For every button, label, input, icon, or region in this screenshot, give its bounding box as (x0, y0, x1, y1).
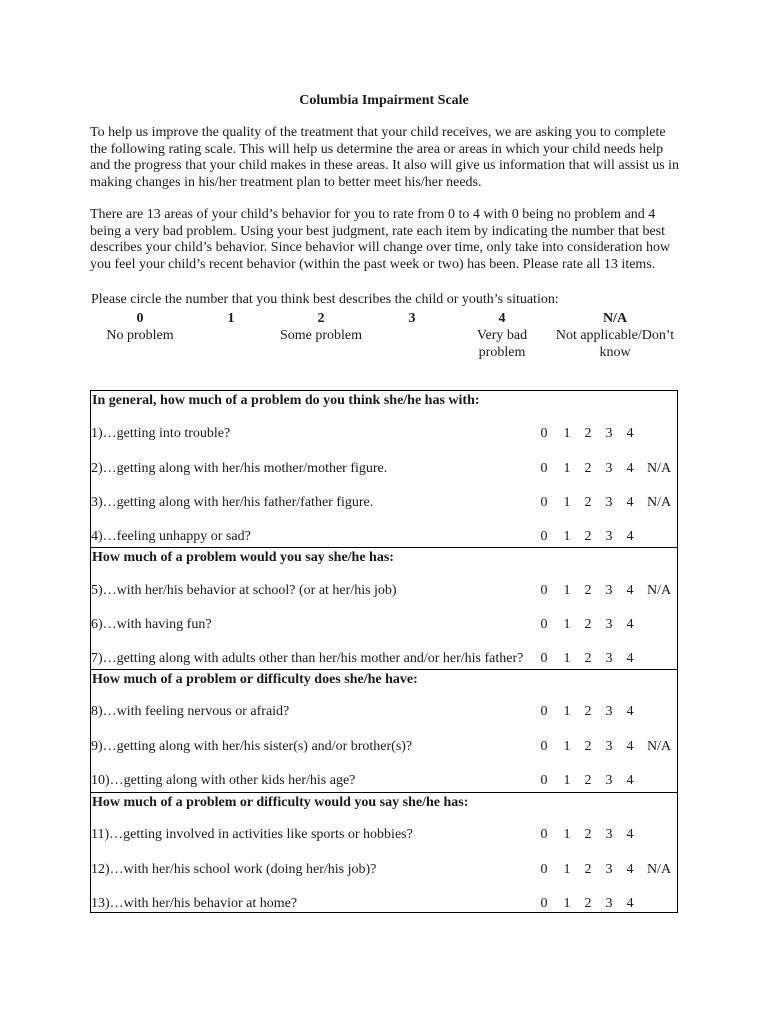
instructions-paragraph: There are 13 areas of your child’s behavior for you to rate from 0 to 4 with 0 being no problem and 4 being a very bad problem. Using your best judgment, rate each item by indicating the number that best describes your child’s behavior. Since behavior will change over time, only take into consideration how you feel your child’s recent behavior (within the past week or two) has been. Please rate all 13 items. (90, 207, 671, 272)
rating-option-0[interactable]: 0 (540, 773, 548, 788)
rating-option-3[interactable]: 3 (605, 704, 613, 719)
rating-option-na[interactable]: N/A (646, 739, 672, 754)
scale-3 (392, 310, 432, 327)
rating-option-0[interactable]: 0 (540, 461, 548, 476)
question-text: 13)…with her/his behavior at home? (91, 896, 298, 911)
question-row (91, 895, 677, 913)
rating-option-4[interactable]: 4 (626, 617, 634, 632)
question-text: 3)…getting along with her/his father/father figure. (91, 495, 374, 510)
question-text: 9)…getting along with her/his sister(s) and/or brother(s)? (91, 739, 413, 754)
rating-option-3[interactable]: 3 (605, 617, 613, 632)
rating-option-3[interactable]: 3 (605, 862, 613, 877)
rating-option-2[interactable]: 2 (584, 773, 592, 788)
rating-option-3[interactable]: 3 (605, 583, 613, 598)
question-text: 11)…getting involved in activities like sports or hobbies? (91, 827, 413, 842)
rating-option-2[interactable]: 2 (584, 426, 592, 441)
rating-option-3[interactable]: 3 (605, 495, 613, 510)
rating-option-4[interactable]: 4 (626, 461, 634, 476)
rating-option-2[interactable]: 2 (584, 461, 592, 476)
scale-number: 2 (317, 311, 325, 326)
rating-option-1[interactable]: 1 (563, 773, 571, 788)
scale-description: No problem (106, 328, 174, 343)
question-row (91, 494, 677, 512)
question-row (91, 616, 677, 634)
rating-option-na[interactable]: N/A (646, 862, 672, 877)
rating-option-4[interactable]: 4 (626, 773, 634, 788)
rating-option-2[interactable]: 2 (584, 529, 592, 544)
question-text: 10)…getting along with other kids her/his age? (91, 773, 356, 788)
rating-option-1[interactable]: 1 (563, 461, 571, 476)
section-header: How much of a problem would you say she/he has: (92, 550, 394, 565)
rating-option-na[interactable]: N/A (646, 583, 672, 598)
rating-option-0[interactable]: 0 (540, 583, 548, 598)
section-header: How much of a problem or difficulty does she/he have: (92, 672, 418, 687)
question-row (91, 650, 677, 668)
scale-0 (100, 310, 180, 344)
section-3 (91, 669, 677, 793)
rating-option-2[interactable]: 2 (584, 704, 592, 719)
rating-option-0[interactable]: 0 (540, 529, 548, 544)
rating-option-2[interactable]: 2 (584, 896, 592, 911)
rating-option-4[interactable]: 4 (626, 827, 634, 842)
scale-description: Some problem (279, 328, 363, 343)
scale-number: N/A (602, 311, 628, 326)
rating-option-4[interactable]: 4 (626, 739, 634, 754)
scale-description: Not applicable/Don’t know (555, 328, 675, 360)
question-row (91, 772, 677, 790)
rating-option-1[interactable]: 1 (563, 827, 571, 842)
rating-option-2[interactable]: 2 (584, 739, 592, 754)
scale-number: 3 (408, 311, 416, 326)
rating-option-0[interactable]: 0 (540, 862, 548, 877)
rating-option-1[interactable]: 1 (563, 651, 571, 666)
section-1 (91, 391, 677, 547)
rating-option-3[interactable]: 3 (605, 896, 613, 911)
rating-option-1[interactable]: 1 (563, 529, 571, 544)
rating-option-2[interactable]: 2 (584, 495, 592, 510)
question-text: 5)…with her/his behavior at school? (or at her/his job) (91, 583, 397, 598)
section-header: In general, how much of a problem do you think she/he has with: (92, 393, 480, 408)
section-4 (91, 792, 677, 913)
document-title: Columbia Impairment Scale (299, 93, 469, 108)
rating-option-0[interactable]: 0 (540, 896, 548, 911)
question-row (91, 703, 677, 721)
rating-option-0[interactable]: 0 (540, 651, 548, 666)
rating-option-0[interactable]: 0 (540, 739, 548, 754)
scale-2 (271, 310, 371, 344)
rating-option-4[interactable]: 4 (626, 896, 634, 911)
rating-option-4[interactable]: 4 (626, 529, 634, 544)
rating-option-1[interactable]: 1 (563, 426, 571, 441)
intro-paragraph: To help us improve the quality of the treatment that your child receives, we are asking you to complete the following rating scale. This will help us determine the area or areas in which your child needs help and the progress that your child makes in these areas. It also will give us information that will assist us in making changes in his/her treatment plan to better meet his/her needs. (90, 125, 680, 190)
question-row (91, 826, 677, 844)
scale-1 (211, 310, 251, 327)
rating-option-2[interactable]: 2 (584, 583, 592, 598)
rating-option-2[interactable]: 2 (584, 617, 592, 632)
rating-option-na[interactable]: N/A (646, 461, 672, 476)
rating-option-3[interactable]: 3 (605, 651, 613, 666)
rating-option-4[interactable]: 4 (626, 495, 634, 510)
rating-table (90, 390, 678, 913)
section-2 (91, 547, 677, 670)
rating-option-3[interactable]: 3 (605, 739, 613, 754)
rating-option-2[interactable]: 2 (584, 651, 592, 666)
rating-option-0[interactable]: 0 (540, 426, 548, 441)
question-row (91, 738, 677, 756)
rating-option-3[interactable]: 3 (605, 773, 613, 788)
scale-description: Very bad problem (476, 328, 528, 360)
question-text: 8)…with feeling nervous or afraid? (91, 704, 290, 719)
scale-number: 1 (227, 311, 235, 326)
rating-option-3[interactable]: 3 (605, 461, 613, 476)
rating-option-1[interactable]: 1 (563, 862, 571, 877)
question-text: 2)…getting along with her/his mother/mother figure. (91, 461, 388, 476)
question-text: 4)…feeling unhappy or sad? (91, 529, 251, 544)
rating-option-3[interactable]: 3 (605, 827, 613, 842)
rating-option-1[interactable]: 1 (563, 583, 571, 598)
section-header: How much of a problem or difficulty would you say she/he has: (92, 795, 469, 810)
rating-instruction: Please circle the number that you think best describes the child or youth’s situation: (91, 292, 559, 307)
rating-option-1[interactable]: 1 (563, 739, 571, 754)
scale-number: 4 (498, 311, 506, 326)
rating-option-3[interactable]: 3 (605, 426, 613, 441)
rating-option-1[interactable]: 1 (563, 896, 571, 911)
rating-option-3[interactable]: 3 (605, 529, 613, 544)
rating-option-0[interactable]: 0 (540, 704, 548, 719)
rating-option-0[interactable]: 0 (540, 617, 548, 632)
rating-option-1[interactable]: 1 (563, 495, 571, 510)
rating-option-na[interactable]: N/A (646, 495, 672, 510)
scale-na (554, 310, 676, 361)
question-row (91, 528, 677, 546)
question-text: 7)…getting along with adults other than her/his mother and/or her/his father? (91, 651, 524, 666)
question-text: 6)…with having fun? (91, 617, 212, 632)
question-row (91, 425, 677, 443)
scale-number: 0 (136, 311, 144, 326)
rating-option-4[interactable]: 4 (626, 426, 634, 441)
question-row (91, 460, 677, 478)
rating-option-2[interactable]: 2 (584, 827, 592, 842)
question-row (91, 582, 677, 600)
rating-option-4[interactable]: 4 (626, 862, 634, 877)
question-text: 12)…with her/his school work (doing her/his job)? (91, 862, 377, 877)
rating-option-2[interactable]: 2 (584, 862, 592, 877)
rating-option-4[interactable]: 4 (626, 583, 634, 598)
rating-option-4[interactable]: 4 (626, 651, 634, 666)
rating-option-1[interactable]: 1 (563, 704, 571, 719)
question-row (91, 861, 677, 879)
rating-option-4[interactable]: 4 (626, 704, 634, 719)
rating-option-0[interactable]: 0 (540, 827, 548, 842)
rating-option-0[interactable]: 0 (540, 495, 548, 510)
rating-option-1[interactable]: 1 (563, 617, 571, 632)
question-text: 1)…getting into trouble? (91, 426, 231, 441)
scale-4 (467, 310, 537, 361)
